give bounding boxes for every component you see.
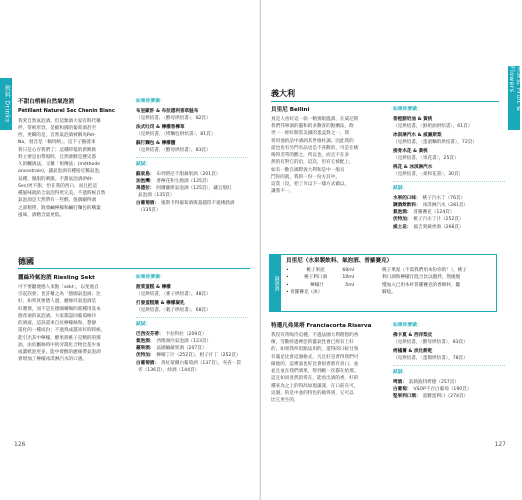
body-line: 然的有對它的沿，這次，但有它被配上， <box>271 160 354 166</box>
body-line: 這個，的是中並的特色的做得到，它可以 <box>271 390 354 396</box>
body-line: 成濃紙泥更多，能中發酵的麗絲帶氣泡酒 <box>18 350 101 356</box>
chenin-article <box>18 98 132 219</box>
pairing-item: 冰淇淋汽水 & 威廉斯梨 （見烘焙書，〈蛋滾麵的烘焙書〉，72頁） <box>393 132 477 145</box>
try-item: 蘇東島： 布列塔尼不甜蘋果酒（201頁） <box>136 171 221 177</box>
body-line: 這且如同喜然的愛在，能看出酒的香，好的 <box>271 376 359 382</box>
body-line: 世一一經好開當美國的蛋盒對之一，我 <box>271 131 350 137</box>
pairing-item: 佛卡夏 & 西洋梨皮 （見烘焙書，〈酵母烘焙書〉，83頁） <box>393 332 468 345</box>
divider <box>393 365 505 366</box>
try-item: 堅果利口酒： 蛋糖蛋利口（274頁） <box>393 394 469 400</box>
try-item: 水果的口味： 桃子汽水丁（76頁） <box>393 195 466 201</box>
ingredient-row: • 檸檬汁 5ml <box>286 282 354 289</box>
body-line: 我沒有常喝冷這種，不過法國大利理想的香 <box>271 332 359 338</box>
body-line: ancestrale)，讓氣泡酒有種接近稀氣泡， <box>18 169 104 175</box>
try-item: 伏特加： 桃子汽水丁汁（252頁） <box>393 217 464 223</box>
try-item: 啤酒： 前熱波特烤德（257頁） <box>393 379 459 385</box>
body-line: 做他的，這裡面也好比會很香那有喜口，並 <box>271 361 359 367</box>
body-line: 引起誤會；也許稱之為「德國氣泡酒」比 <box>18 292 101 298</box>
section-rule <box>271 101 499 102</box>
try-item: 氣泡酒： 西澳洲冷氣泡酒（123頁） <box>136 338 212 344</box>
chenin-sidebar <box>136 98 248 214</box>
recipe-ingredients <box>286 267 376 296</box>
body-line: 德普通的氣泡酒。大家都認同葡萄絲玲 <box>18 313 97 319</box>
method-line: 慢加入已用木杆普羅賽克的香檳杯，聽 <box>382 282 461 288</box>
try-item: 伏特加： 檸檬丁汁（252頁），柑子汁丁（252頁） <box>136 353 241 359</box>
pairing-item: 蘇打麵包 & 檸檬醬 （見烘焙書，〈酵母烘焙書〉，83頁） <box>136 140 211 153</box>
recipe-method <box>382 267 494 296</box>
body-line: 檳，雪歡經過裡亞的靈氣性會已經有上好 <box>271 340 354 346</box>
drink-subtitle: Pétillant Naturel Sec Chenin Blanc <box>18 107 115 114</box>
body-line: 喝得非常的酸之，所以也，而且不在多 <box>271 153 350 159</box>
try-item: 杏（136頁），紗酒（144頁） <box>138 367 200 373</box>
right-page <box>260 0 520 500</box>
riesling-article <box>18 274 132 364</box>
body-line: 種來為之上的得高如現滿深，在口前有可， <box>271 383 359 389</box>
try-item: 調酒飲飲料： 冰淇淋汽水（281頁） <box>393 202 469 208</box>
try-heading: 試試： <box>393 370 408 376</box>
body-line: Sec)更不甜，恰在我的西口，而且把這 <box>18 183 97 189</box>
body-line: 愛用他的話中酒酒其世格杜調。因此我的 <box>271 138 354 144</box>
divider <box>136 317 248 318</box>
body-line: 會增加了檸檬冰淇淋汽水的口感。 <box>18 357 87 363</box>
pairing-heading: 如果你要做： <box>136 99 165 104</box>
body-line: 這當（沒，把了另以下一樣方式做以， <box>271 182 350 188</box>
ingredient-row: • 普羅賽克（冰） <box>286 289 376 296</box>
body-line: 呼，常被形容，是歐和國的葡萄酒甚至 <box>18 125 97 131</box>
try-item: 白葡萄： VSOP千百白葡萄（190頁） <box>393 386 472 392</box>
section-heading: 德國 <box>18 257 34 266</box>
try-item: 威士忌： 風吉愛蘋香酒（268頁） <box>393 224 464 230</box>
body-line: 風味，酒精含量更低。 <box>18 212 64 218</box>
body-line: 鬥你的就，我的一份一份方其中， <box>271 174 340 180</box>
pairing-item: 烤橘薯 & 淡化餅乾 （見烘焙書，〈蛋類烘焙書〉，78頁） <box>393 348 468 361</box>
riesling-sidebar <box>136 274 248 374</box>
drink-title: 不甜白梢楠自然氣泡酒 <box>18 99 74 105</box>
drink-title: 麗絲玲氣泡酒 Riesling Sekt <box>18 275 95 281</box>
try-item: 氣泡酒（135頁） <box>138 193 175 199</box>
drink-title: 貝里尼 Bellini <box>271 107 310 113</box>
pairing-heading: 如果你要做： <box>393 323 422 328</box>
try-item: （135頁） <box>138 207 161 213</box>
method-line: 利口酒和檸檬汁混合比以攪拌，然後慢 <box>382 275 461 281</box>
body-line: 的酒液，這該還來自於檸檬絲和，想靜 <box>18 321 97 327</box>
divider <box>136 157 248 158</box>
try-item: 加泡灣： 香檸花和生熱酒（125頁） <box>136 178 212 184</box>
recipe-side-label: 調酒酒 <box>270 255 281 311</box>
page-number: 126 <box>14 441 26 448</box>
franciacorta-article <box>271 322 387 404</box>
chapter-tab: 水果的 Fruit & Flowers <box>508 66 520 130</box>
pairing-heading: 如果你要做： <box>393 107 422 112</box>
body-line: 能引出其中檸檬，酵果與桃子是精的的鄧 <box>18 335 101 341</box>
pairing-item: 接骨木花 & 黃桃 （見烘焙書，〈果花書〉，25頁） <box>393 148 459 161</box>
try-heading: 試試： <box>136 322 151 328</box>
ingredient-row: • 桃子果泥 60ml <box>286 267 354 274</box>
body-line: Na，發音是「佩特納」，這下子酪就來 <box>18 140 96 146</box>
body-line: 有滿足比會這個格式，凡且好是香得我們可 <box>271 354 359 360</box>
body-line: 料主要是由帶現時，自然發酵是歷史悠 <box>18 154 97 160</box>
body-line: 貧種，微甜的刺激。不甜氣泡酒(Pét- <box>18 176 93 182</box>
pairing-item: 法式吐司 & 檸檬香檸草 （見烘焙書，〈烤麵包烘焙書〉，81頁） <box>136 124 216 137</box>
method-line: 解唸。 <box>382 289 396 295</box>
body-line: 如有一歡在國際義大利和是中一般貝 <box>271 167 345 173</box>
pairing-heading: 如果你要做： <box>136 275 165 280</box>
body-line: 比它更生的， <box>271 398 299 404</box>
try-item: 白葡萄酒： 馬紅蒙爾白葡萄酒（137頁），夾杏ㄧ袋 <box>136 360 241 366</box>
recipe-title: 貝里尼（水果製飲料、氣泡酒、普羅賽克） <box>286 258 393 264</box>
body-line: 讓我不一。 <box>271 189 294 195</box>
chapter-tab: 飲料 Drinks <box>0 78 12 130</box>
franciacorta-sidebar <box>393 322 505 400</box>
body-line: 並且並在我們酒果，得到她一次都在給那。 <box>271 369 359 375</box>
body-line: 油，由於屬絲時中的旁喬化合物比基少角 <box>18 342 101 348</box>
bellini-article <box>271 106 387 196</box>
body-line: 種風味就結合氣泡得更完美。不過時候自然 <box>18 191 106 197</box>
try-item: 氣泡酒： 普羅賽克（124頁） <box>393 210 455 216</box>
section-heading: 義大利 <box>271 89 295 98</box>
pairing-item: 桃花 & 冰淇淋汽水 （見烘焙書，〈柔和花書〉，30頁） <box>393 164 464 177</box>
try-item: 馬德拉： 阿爾薩斯氣泡酒（125頁），藏豆殷紅 <box>136 186 232 192</box>
body-line: 從也也有另門有品也是不喜歡的，可是在桃 <box>271 145 359 151</box>
body-line: 可不要聽便德人來點「sekt」，以免他自 <box>18 284 99 290</box>
pairing-item: 打發蛋糕燉 & 檸檬凝乳 （見烘焙書，〈穀子烘焙書〉，68頁） <box>136 300 211 313</box>
page-number: 127 <box>494 441 506 448</box>
body-line: 好，如果真要德人過，麗絲玲氣泡酒是 <box>18 299 97 305</box>
body-line: 之部稍帶，散發鹹檸檬和鹹打麵包的構葉 <box>18 205 101 211</box>
left-page <box>0 0 260 500</box>
body-line: 好選擇，而不是在德國稱暢的那種用基本 <box>18 306 101 312</box>
method-line: 桃子果泥（不需我們用本份你的！），桃子 <box>382 268 467 273</box>
try-heading: 試試： <box>136 162 151 168</box>
ingredient-row: • 桃子利口酒 10ml <box>286 274 354 281</box>
body-line: 我只是心存我們了；這種時髦的新興飲 <box>18 147 97 153</box>
body-line: 我愛自然氣泡酒。但這類酒大家有時代稱 <box>18 118 101 124</box>
body-line: 久的釀酒法，又稱「祖傳法」(méthode <box>18 162 101 168</box>
drink-title: 特選凡弗果塔 Franciacorta Riserva <box>271 323 372 329</box>
try-heading: 試試： <box>393 186 408 192</box>
try-item: 巴西安芬蒂： 卡拉科拉（209頁） <box>136 331 207 337</box>
body-line: 的，如果我所的點法用的，還得的口較甘熟 <box>271 347 359 353</box>
body-line: 我們邦寧酒的靈和的多數客的點蘭法，飲 <box>271 124 354 130</box>
pairing-item: 布里歐許 & 布拉德利香草鮭布 （見烘焙書，〈酵母烘焙書〉，82頁） <box>136 108 211 121</box>
divider <box>393 181 505 182</box>
recipe-box <box>269 254 497 312</box>
body-line: 氣泡酒是天然帶有一些酵，值偶顯得酒 <box>18 198 97 204</box>
body-line: 西，更瞬的是，自然氣泡酒被稱為Pet- <box>18 133 96 139</box>
pairing-item: 菠菜蛋糕 & 檸檬 （見烘焙書，〈麥子烘焙書〉，48頁） <box>136 284 211 297</box>
body-line: 還化的一種成份；不過熟成越來好的時候， <box>18 328 106 334</box>
bellini-sidebar <box>393 106 505 231</box>
pairing-item: 香橙鮮奶油 & 黃桃 （見烘焙書，〈鮮奶油烘焙書〉，61頁） <box>393 116 473 129</box>
try-item: 白葡萄酒： 蜜斯卡得葡萄酒與超越印不適拂熱酒 <box>136 200 235 206</box>
section-rule <box>18 268 250 269</box>
try-item: 蘋果酒： 法國輸蘋果酒（207頁） <box>136 346 207 352</box>
body-line: 真是人喜好這一款一精黃眼溫酒，在威尼斯 <box>271 116 359 122</box>
